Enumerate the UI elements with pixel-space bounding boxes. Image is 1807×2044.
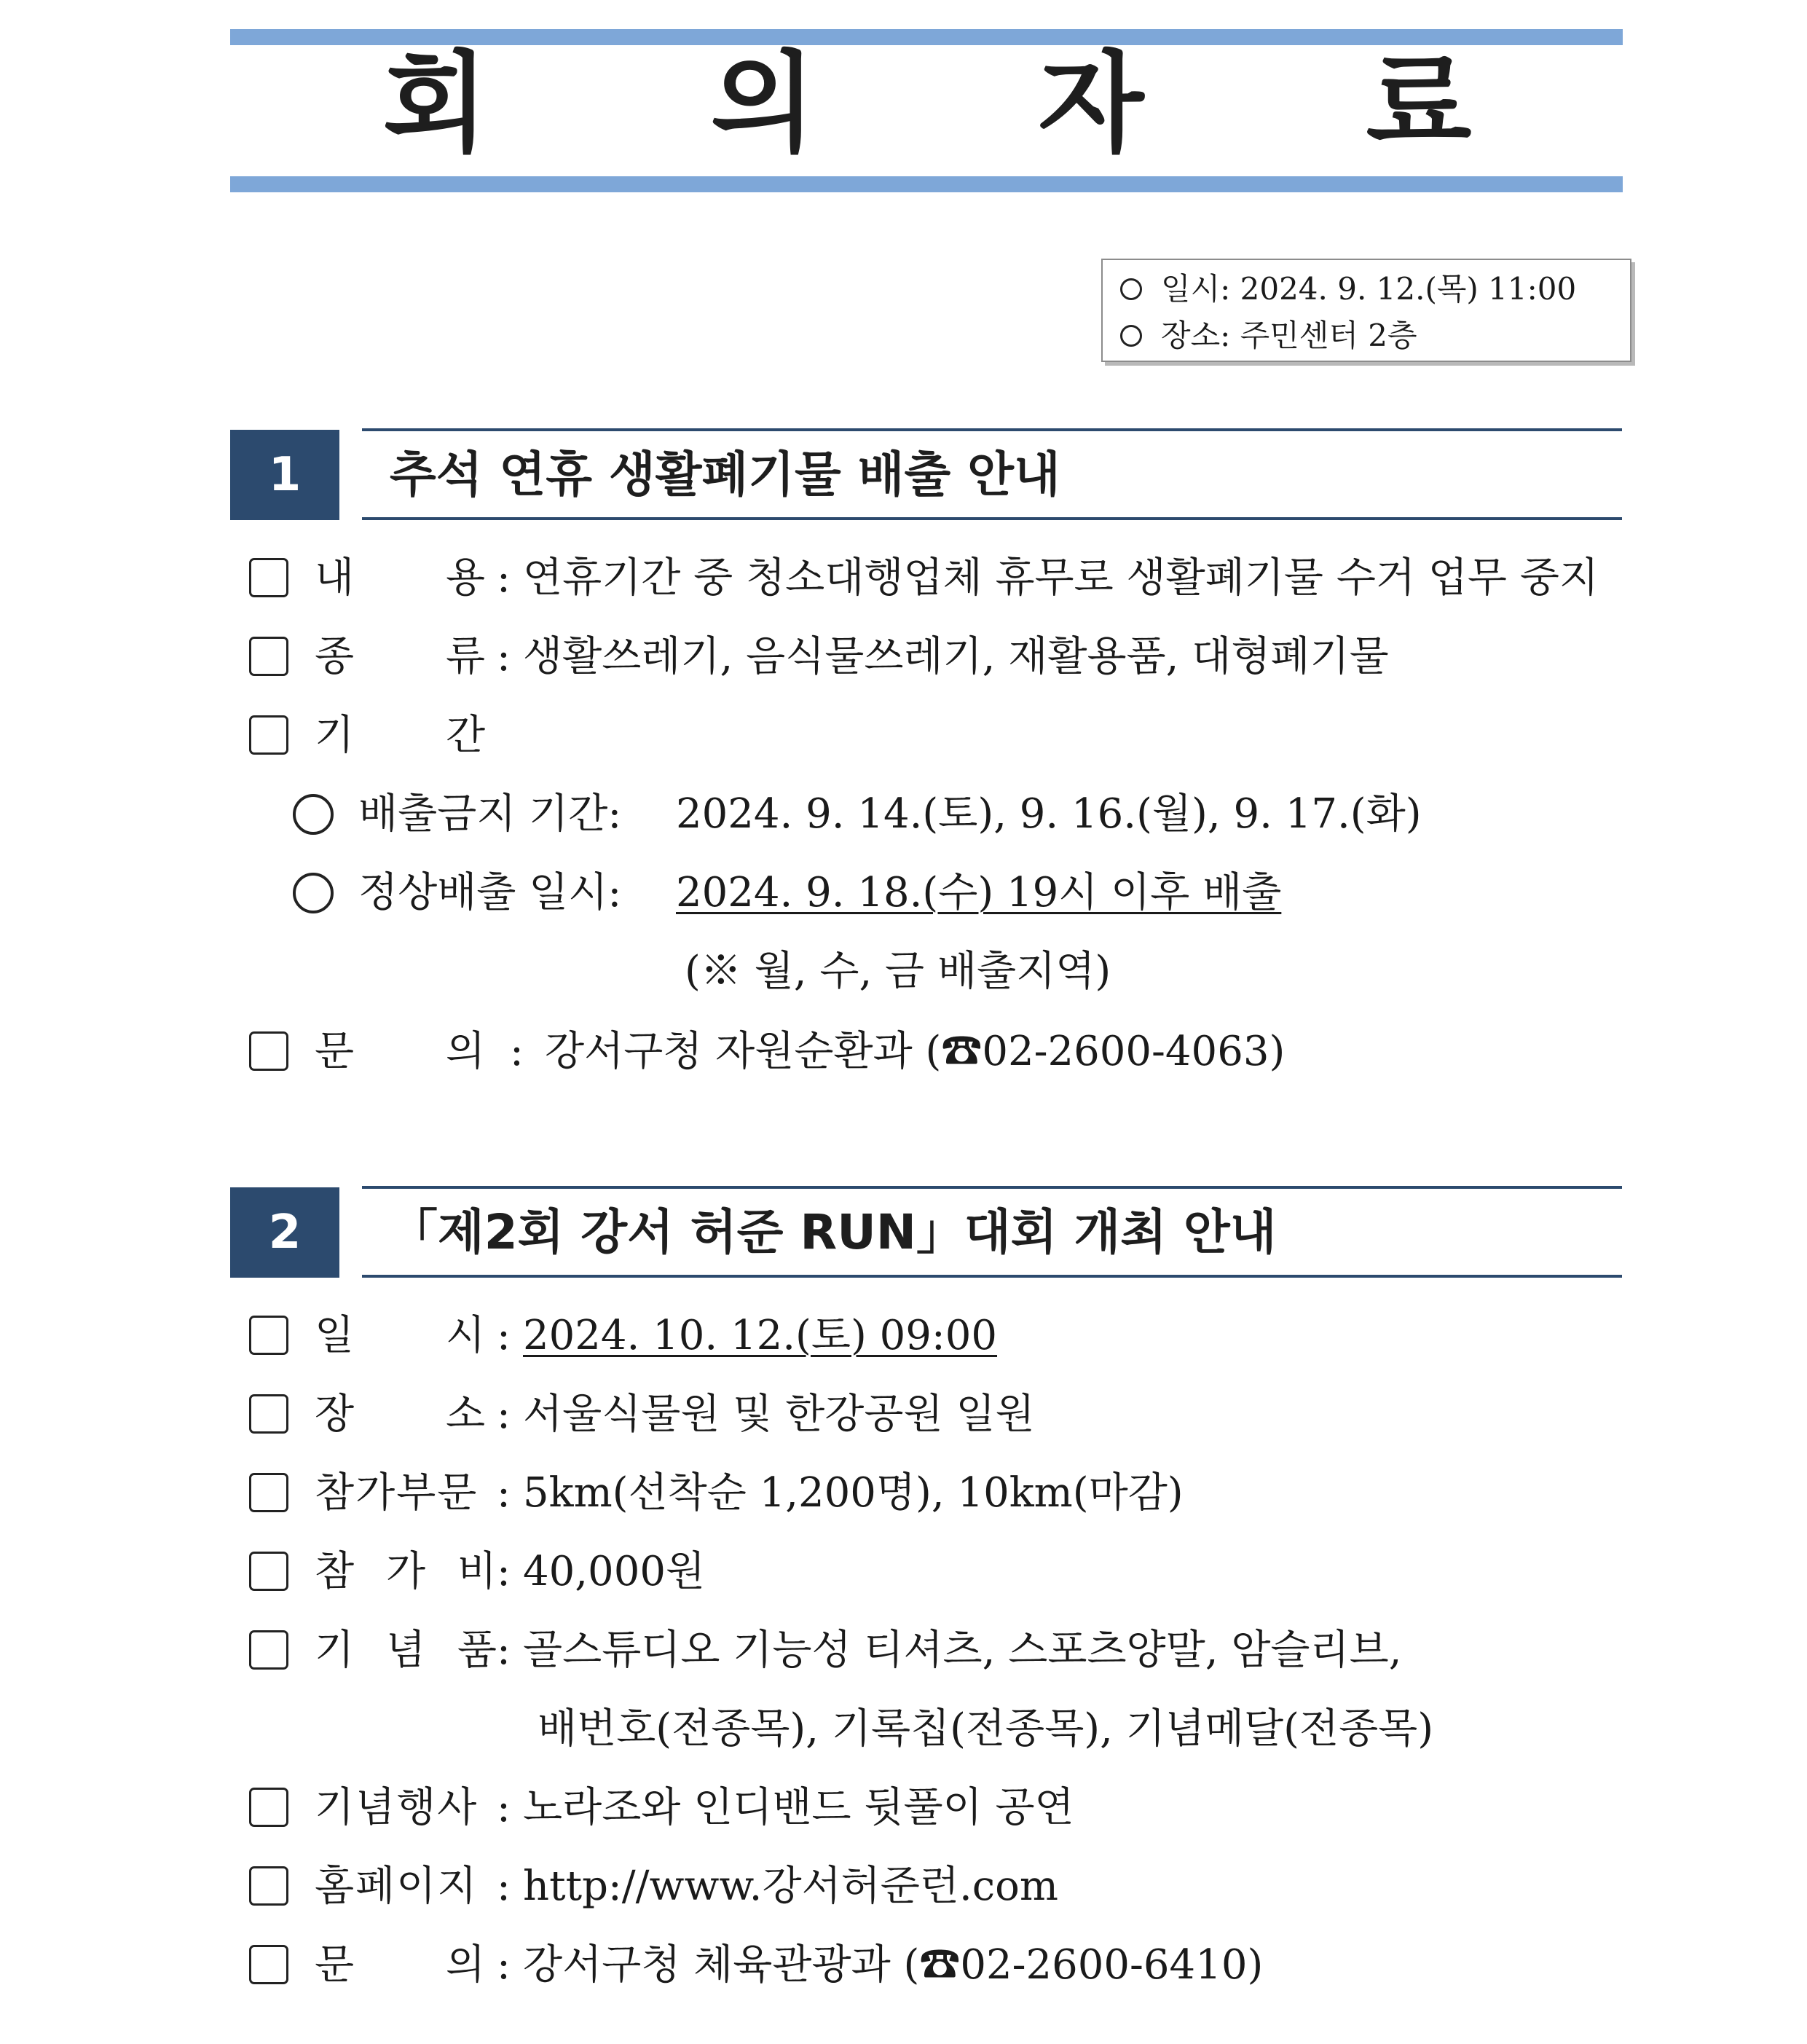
circle-bullet-icon [1120,278,1142,300]
checkbox-icon [249,1866,288,1906]
checkbox-icon [249,558,288,597]
event-date-label-2: 시 [446,1312,486,1359]
types-label: 종 [315,633,355,680]
meeting-info-box [1101,259,1631,362]
period-label-2: 간 [446,712,486,759]
types-label-2: 류 [446,633,486,680]
ban-period-label: 배출금지 기간: [358,790,622,838]
discharge-area-note: (※ 월, 수, 금 배출지역) [685,948,1111,995]
inquiry-value: 강서구청 체육관광과 (☎02-2600-6410) [523,1941,1264,1989]
circle-bullet-icon [293,794,334,835]
souvenir-label: 기 념 품 [315,1627,497,1674]
colon: : [497,1469,511,1517]
event-place-label-2: 소 [446,1391,486,1438]
inquiry-value: 강서구청 자원순환과 (☎02-2600-4063) [545,1028,1286,1075]
circle-bullet-icon [293,873,334,913]
section-2-bottom-line [362,1275,1622,1278]
section-2-title: 「제2회 강서 허준 RUN」대회 개최 안내 [390,1204,1277,1260]
event-place-label: 장 [315,1391,355,1438]
colon: : [497,1627,511,1674]
colon: : [497,1391,511,1438]
inquiry-label: 문 [315,1941,355,1989]
title-char-4: 료 [1366,41,1472,168]
fee-label: 참 가 비 [315,1548,497,1595]
ceremony-value: 노라조와 인디밴드 뒷풀이 공연 [523,1784,1074,1831]
checkbox-icon [249,1316,288,1355]
checkbox-icon [249,1788,288,1827]
souvenir-value: 골스튜디오 기능성 티셔츠, 스포츠양말, 암슬리브, [523,1627,1402,1674]
content-value: 연휴기간 중 청소대행업체 휴무로 생활폐기물 수거 업무 중지 [523,554,1599,602]
meeting-date: 일시: 2024. 9. 12.(목) 11:00 [1120,266,1613,313]
title-char-3: 자 [1038,41,1144,168]
section-1-bottom-line [362,517,1622,520]
fee-value: 40,000원 [523,1548,706,1595]
souvenir-value-line-2: 배번호(전종목), 기록칩(전종목), 기념메달(전종목) [538,1705,1434,1753]
inquiry-label-2: 의 [446,1028,486,1075]
colon: : [497,1863,511,1910]
colon: : [497,554,511,602]
section-2-number: 2 [230,1187,339,1278]
period-label: 기 [315,712,355,759]
normal-discharge-label: 정상배출 일시: [358,869,622,916]
checkbox-icon [249,1945,288,1984]
colon: : [497,1548,511,1595]
types-value: 생활쓰레기, 음식물쓰레기, 재활용품, 대형폐기물 [523,633,1389,680]
section-1-number: 1 [230,430,339,520]
colon: : [497,1941,511,1989]
homepage-link[interactable]: http://www.강서허준런.com [523,1863,1058,1910]
section-1-title: 추석 연휴 생활폐기물 배출 안내 [390,447,1060,503]
event-date-label: 일 [315,1312,355,1359]
page-title [230,42,1623,166]
division-label: 참가부문 [315,1469,479,1517]
event-date-value: 2024. 10. 12.(토) 09:00 [523,1312,998,1359]
checkbox-icon [249,1630,288,1670]
circle-bullet-icon [1120,325,1142,347]
normal-discharge-value: 2024. 9. 18.(수) 19시 이후 배출 [676,869,1282,916]
title-char-1: 회 [382,41,489,168]
checkbox-icon [249,1394,288,1434]
checkbox-icon [249,715,288,755]
checkbox-icon [249,637,288,676]
colon: : [497,633,511,680]
checkbox-icon [249,1552,288,1591]
colon: : [510,1028,524,1075]
inquiry-label-2: 의 [446,1941,486,1989]
meeting-place: 장소: 주민센터 2층 [1120,313,1613,359]
colon: : [497,1784,511,1831]
inquiry-label: 문 [315,1028,355,1075]
title-char-2: 의 [710,41,816,168]
ban-period-value: 2024. 9. 14.(토), 9. 16.(월), 9. 17.(화) [676,790,1422,838]
ceremony-label: 기념행사 [315,1784,479,1831]
checkbox-icon [249,1031,288,1071]
division-value: 5km(선착순 1,200명), 10km(마감) [523,1469,1184,1517]
content-label-2: 용 [446,554,486,602]
homepage-label: 홈페이지 [315,1863,479,1910]
event-place-value: 서울식물원 및 한강공원 일원 [523,1391,1035,1438]
colon: : [497,1312,511,1359]
title-bottom-bar [230,176,1623,192]
checkbox-icon [249,1473,288,1512]
content-label: 내 [315,554,355,602]
